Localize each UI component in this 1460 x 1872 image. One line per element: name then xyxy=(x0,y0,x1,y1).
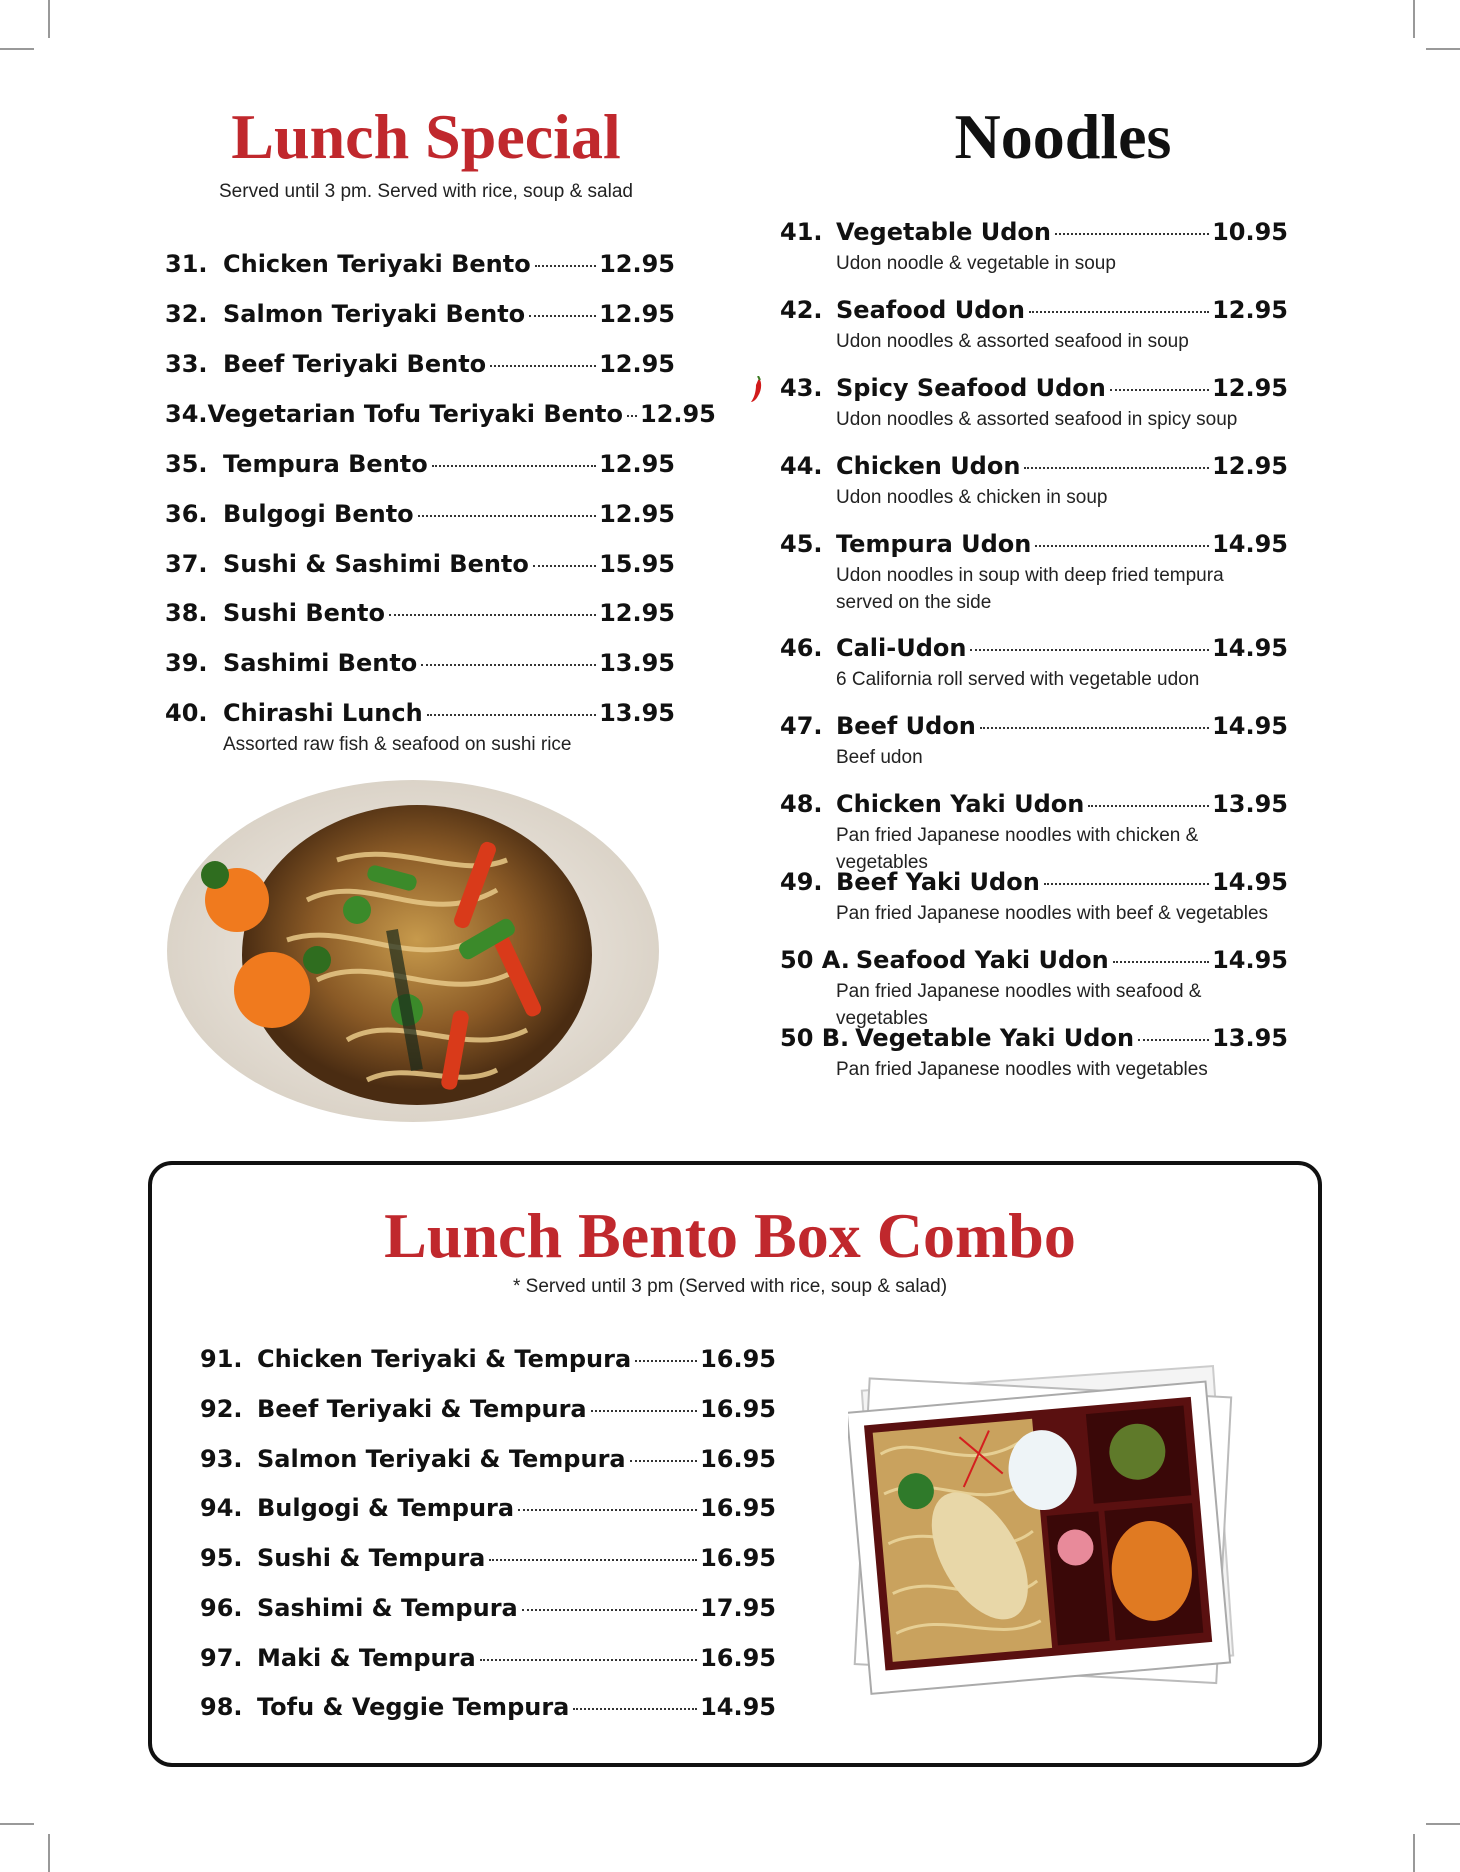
menu-item-name: Tempura Bento xyxy=(223,450,428,478)
leader-dots xyxy=(389,614,596,616)
menu-item-number: 35. xyxy=(165,450,208,478)
menu-item-name: Vegetable Udon xyxy=(836,218,1051,246)
menu-item-price: 14.95 xyxy=(1212,634,1288,662)
leader-dots xyxy=(1044,883,1209,885)
menu-item-row xyxy=(780,374,1288,402)
menu-item-number: 95. xyxy=(200,1544,243,1572)
menu-item-number: 43. xyxy=(780,374,823,402)
menu-item-price: 13.95 xyxy=(599,649,675,677)
menu-item-name: Vegetable Yaki Udon xyxy=(855,1024,1135,1052)
menu-item-name: Salmon Teriyaki & Tempura xyxy=(257,1445,626,1473)
menu-item-number: 91. xyxy=(200,1345,243,1373)
menu-item xyxy=(165,599,675,627)
menu-item-description: Udon noodles & assorted seafood in spicy soup xyxy=(836,409,1238,430)
menu-item-number: 39. xyxy=(165,649,208,677)
menu-item-name: Beef Teriyaki Bento xyxy=(223,350,487,378)
menu-item-price: 16.95 xyxy=(700,1644,776,1672)
menu-item xyxy=(780,452,1288,511)
menu-item-name: Chicken Teriyaki Bento xyxy=(223,250,531,278)
menu-item-price: 12.95 xyxy=(599,250,675,278)
menu-item-row xyxy=(200,1644,776,1672)
menu-item-row xyxy=(200,1494,776,1522)
menu-item-name: Sashimi Bento xyxy=(223,649,418,677)
menu-item-number: 97. xyxy=(200,1644,243,1672)
menu-item xyxy=(200,1395,776,1423)
leader-dots xyxy=(1088,805,1209,807)
menu-item-name: Sashimi & Tempura xyxy=(257,1594,518,1622)
menu-item-name: Chicken Udon xyxy=(836,452,1021,480)
menu-item-price: 12.95 xyxy=(599,599,675,627)
menu-item-number: 40. xyxy=(165,699,208,727)
menu-item-row xyxy=(165,550,675,578)
menu-item-number: 37. xyxy=(165,550,208,578)
menu-item-price: 14.95 xyxy=(1212,868,1288,896)
menu-item-price: 14.95 xyxy=(1212,530,1288,558)
menu-item-row xyxy=(780,530,1288,558)
menu-item-number: 41. xyxy=(780,218,823,246)
menu-item-name: Maki & Tempura xyxy=(257,1644,476,1672)
menu-item-number: 44. xyxy=(780,452,823,480)
menu-item-number: 31. xyxy=(165,250,208,278)
menu-item-name: Tempura Udon xyxy=(836,530,1032,558)
menu-item-number: 93. xyxy=(200,1445,243,1473)
menu-item xyxy=(200,1693,776,1721)
menu-item-row xyxy=(165,649,675,677)
menu-item xyxy=(165,450,675,478)
leader-dots xyxy=(630,1460,697,1462)
bento-photo-illustration xyxy=(848,1360,1244,1700)
menu-item-row xyxy=(165,450,675,478)
menu-item xyxy=(200,1544,776,1572)
leader-dots xyxy=(421,664,596,666)
menu-item xyxy=(780,1024,1288,1083)
menu-item-number: 36. xyxy=(165,500,208,528)
bento-combo-title: Lunch Bento Box Combo xyxy=(384,1200,1076,1271)
menu-item-number: 49. xyxy=(780,868,823,896)
menu-item-price: 14.95 xyxy=(1212,712,1288,740)
menu-item-description: Udon noodles in soup with deep fried tempura served on the side xyxy=(836,565,1224,613)
menu-item-price: 12.95 xyxy=(599,450,675,478)
leader-dots xyxy=(573,1708,697,1710)
menu-item-row xyxy=(165,400,716,428)
leader-dots xyxy=(489,1559,697,1561)
menu-item-row xyxy=(165,500,675,528)
menu-item-description: Pan fried Japanese noodles with beef & vegetables xyxy=(836,903,1269,924)
menu-item-price: 12.95 xyxy=(1212,452,1288,480)
menu-item-name: Chicken Yaki Udon xyxy=(836,790,1085,818)
menu-item-number: 50 A. xyxy=(780,946,850,974)
menu-item-number: 94. xyxy=(200,1494,243,1522)
menu-item xyxy=(165,400,716,428)
menu-item-number: 45. xyxy=(780,530,823,558)
bento-box-photo xyxy=(848,1360,1244,1700)
menu-item-name: Seafood Yaki Udon xyxy=(855,946,1109,974)
leader-dots xyxy=(432,465,596,467)
crop-mark xyxy=(48,0,50,38)
menu-item-description: 6 California roll served with vegetable udon xyxy=(836,669,1200,690)
menu-item-number: 33. xyxy=(165,350,208,378)
menu-item-row xyxy=(780,868,1288,896)
leader-dots xyxy=(533,565,596,567)
menu-item-price: 12.95 xyxy=(599,500,675,528)
menu-item xyxy=(165,350,675,378)
menu-item-description: Udon noodle & vegetable in soup xyxy=(836,253,1116,274)
menu-item-row xyxy=(165,350,675,378)
leader-dots xyxy=(522,1609,697,1611)
menu-item-name: Tofu & Veggie Tempura xyxy=(257,1693,570,1721)
menu-item-price: 12.95 xyxy=(599,350,675,378)
menu-item-name: Sushi & Tempura xyxy=(257,1544,486,1572)
menu-item-price: 12.95 xyxy=(1212,374,1288,402)
menu-item-name: Salmon Teriyaki Bento xyxy=(223,300,526,328)
leader-dots xyxy=(535,265,596,267)
menu-item xyxy=(780,374,1288,433)
menu-item-price: 16.95 xyxy=(700,1494,776,1522)
menu-item-number: 92. xyxy=(200,1395,243,1423)
menu-item xyxy=(780,218,1288,277)
menu-item xyxy=(780,296,1288,355)
menu-item-name: Bulgogi Bento xyxy=(223,500,414,528)
menu-item-row xyxy=(200,1544,776,1572)
menu-item-row xyxy=(780,946,1288,974)
menu-item-row xyxy=(200,1594,776,1622)
leader-dots xyxy=(490,365,596,367)
leader-dots xyxy=(1110,389,1209,391)
menu-item xyxy=(165,649,675,677)
menu-item-name: Spicy Seafood Udon xyxy=(836,374,1106,402)
menu-item-row xyxy=(780,1024,1288,1052)
menu-item-price: 12.95 xyxy=(599,300,675,328)
menu-item-row xyxy=(780,634,1288,662)
menu-item-description: Pan fried Japanese noodles with vegetables xyxy=(836,1059,1208,1080)
leader-dots xyxy=(418,515,596,517)
menu-item-description: Pan fried Japanese noodles with seafood & vegetables xyxy=(836,981,1202,1029)
menu-item-name: Beef Teriyaki & Tempura xyxy=(257,1395,587,1423)
menu-item xyxy=(200,1445,776,1473)
leader-dots xyxy=(591,1410,697,1412)
menu-item-price: 12.95 xyxy=(639,400,716,428)
menu-item-number: 50 B. xyxy=(780,1024,850,1052)
menu-item xyxy=(165,250,675,278)
menu-item-row xyxy=(200,1445,776,1473)
crop-mark xyxy=(1426,1823,1460,1825)
lunch-special-title: Lunch Special xyxy=(231,101,621,172)
menu-item-price: 16.95 xyxy=(700,1544,776,1572)
menu-item-name: Chirashi Lunch xyxy=(223,699,423,727)
menu-item xyxy=(780,530,1288,616)
menu-item-price: 16.95 xyxy=(700,1345,776,1373)
leader-dots xyxy=(1024,467,1209,469)
bento-combo-subtitle: * Served until 3 pm (Served with rice, soup & salad) xyxy=(512,1276,948,1297)
leader-dots xyxy=(635,1360,697,1362)
menu-item-name: Cali-Udon xyxy=(836,634,967,662)
menu-item-number: 38. xyxy=(165,599,208,627)
yaki-udon-photo xyxy=(167,780,659,1122)
menu-item xyxy=(165,500,675,528)
menu-item-price: 12.95 xyxy=(1212,296,1288,324)
menu-item-name: Sushi Bento xyxy=(223,599,385,627)
crop-mark xyxy=(0,48,34,50)
leader-dots xyxy=(627,415,637,417)
noodle-dish-illustration xyxy=(167,780,659,1122)
menu-item-price: 16.95 xyxy=(700,1445,776,1473)
leader-dots xyxy=(970,649,1209,651)
menu-item-number: 46. xyxy=(780,634,823,662)
crop-mark xyxy=(48,1834,50,1872)
crop-mark xyxy=(1426,48,1460,50)
menu-item xyxy=(165,699,675,758)
menu-item xyxy=(200,1345,776,1373)
menu-item-name: Sushi & Sashimi Bento xyxy=(223,550,529,578)
menu-item-price: 13.95 xyxy=(1212,1024,1288,1052)
menu-item-row xyxy=(780,296,1288,324)
menu-item-number: 48. xyxy=(780,790,823,818)
crop-mark xyxy=(1413,0,1415,38)
menu-item-description: Udon noodles & chicken in soup xyxy=(836,487,1108,508)
menu-item xyxy=(780,868,1288,927)
leader-dots xyxy=(1138,1039,1209,1041)
leader-dots xyxy=(427,714,596,716)
menu-item xyxy=(200,1644,776,1672)
menu-item-price: 13.95 xyxy=(599,699,675,727)
leader-dots xyxy=(1113,961,1209,963)
menu-item xyxy=(200,1494,776,1522)
menu-item-name: Bulgogi & Tempura xyxy=(257,1494,515,1522)
menu-item-name: Seafood Udon xyxy=(836,296,1025,324)
leader-dots xyxy=(1029,311,1209,313)
menu-item-number: 96. xyxy=(200,1594,243,1622)
menu-item-row xyxy=(780,452,1288,480)
menu-item-description: Assorted raw fish & seafood on sushi rice xyxy=(223,734,572,755)
lunch-special-subtitle: Served until 3 pm. Served with rice, soup & salad xyxy=(219,181,633,202)
menu-item xyxy=(165,550,675,578)
menu-item-name: Beef Udon xyxy=(836,712,976,740)
leader-dots xyxy=(980,727,1209,729)
menu-item-row xyxy=(200,1345,776,1373)
crop-mark xyxy=(1413,1834,1415,1872)
menu-item-price: 16.95 xyxy=(700,1395,776,1423)
menu-item-number: 32. xyxy=(165,300,208,328)
menu-item xyxy=(780,634,1288,693)
menu-item-price: 14.95 xyxy=(700,1693,776,1721)
menu-item-row xyxy=(165,250,675,278)
menu-item-name: Chicken Teriyaki & Tempura xyxy=(257,1345,632,1373)
chili-pepper-icon xyxy=(750,376,764,408)
menu-item-row xyxy=(780,790,1288,818)
menu-item-row xyxy=(780,218,1288,246)
menu-item-price: 17.95 xyxy=(700,1594,776,1622)
menu-item-description: Pan fried Japanese noodles with chicken & vegetables xyxy=(836,825,1199,873)
menu-item-description: Udon noodles & assorted seafood in soup xyxy=(836,331,1189,352)
menu-item-row xyxy=(165,699,675,727)
menu-item-name: Vegetarian Tofu Teriyaki Bento xyxy=(207,400,623,428)
menu-item xyxy=(780,712,1288,771)
leader-dots xyxy=(529,315,596,317)
menu-item-price: 10.95 xyxy=(1212,218,1288,246)
menu-item-price: 13.95 xyxy=(1212,790,1288,818)
leader-dots xyxy=(1055,233,1209,235)
menu-item xyxy=(780,790,1288,876)
menu-item-description: Beef udon xyxy=(836,747,923,768)
menu-item-name: Beef Yaki Udon xyxy=(836,868,1040,896)
crop-mark xyxy=(0,1823,34,1825)
menu-item-number: 47. xyxy=(780,712,823,740)
menu-item-row xyxy=(780,712,1288,740)
menu-item-number: 34. xyxy=(165,400,208,428)
leader-dots xyxy=(518,1509,697,1511)
menu-item-row xyxy=(165,599,675,627)
menu-item-number: 42. xyxy=(780,296,823,324)
menu-item-row xyxy=(200,1693,776,1721)
leader-dots xyxy=(1035,545,1209,547)
menu-item-row xyxy=(165,300,675,328)
menu-item-price: 14.95 xyxy=(1212,946,1288,974)
menu-item xyxy=(165,300,675,328)
noodles-title: Noodles xyxy=(954,101,1172,172)
menu-item-row xyxy=(200,1395,776,1423)
menu-item xyxy=(200,1594,776,1622)
menu-item xyxy=(780,946,1288,1032)
leader-dots xyxy=(480,1659,697,1661)
menu-item-number: 98. xyxy=(200,1693,243,1721)
menu-item-price: 15.95 xyxy=(599,550,675,578)
